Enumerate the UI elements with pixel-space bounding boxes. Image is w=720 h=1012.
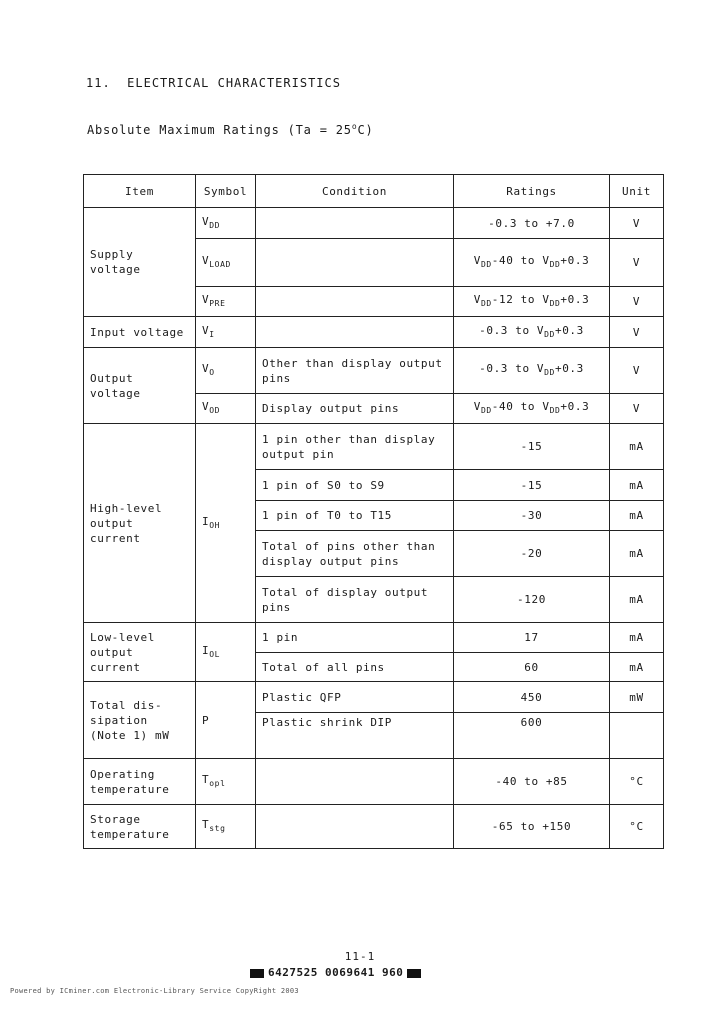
absolute-maximum-ratings-table bbox=[83, 174, 664, 849]
section-title: ELECTRICAL CHARACTERISTICS bbox=[127, 76, 341, 90]
rating-cell: $V_{DD}-40$ to $V_{DD}+0.3$ bbox=[454, 239, 610, 287]
footer-credit: Powered by ICminer.com Electronic-Library Service CopyRight 2003 bbox=[10, 987, 299, 995]
unit-cell: °C bbox=[610, 759, 664, 805]
header-ratings: Ratings bbox=[454, 175, 610, 208]
rating-cell: 450 bbox=[454, 682, 610, 713]
condition-cell: Total of pins other than display output pins bbox=[256, 531, 454, 577]
table-row bbox=[84, 424, 664, 470]
condition-cell bbox=[256, 317, 454, 348]
table-row bbox=[84, 682, 664, 713]
rating-cell: -120 bbox=[454, 577, 610, 623]
symbol-topr: $T_{opl}$ bbox=[196, 759, 256, 805]
rating-cell: -0.3 to $V_{DD}+0.3$ bbox=[454, 317, 610, 348]
unit-cell: mA bbox=[610, 623, 664, 653]
table-caption: Absolute Maximum Ratings $(Ta = 25^oC)$ bbox=[87, 122, 374, 137]
rating-cell: -30 bbox=[454, 501, 610, 531]
page-number: 11-1 bbox=[344, 950, 376, 963]
header-symbol: Symbol bbox=[196, 175, 256, 208]
symbol-vod: $V_{OD}$ bbox=[196, 394, 256, 424]
unit-cell: V bbox=[610, 287, 664, 317]
unit-cell: mA bbox=[610, 653, 664, 682]
header-unit: Unit bbox=[610, 175, 664, 208]
condition-cell: Total of display output pins bbox=[256, 577, 454, 623]
unit-cell bbox=[610, 713, 664, 759]
barcode-block-left bbox=[250, 969, 264, 978]
unit-cell: V bbox=[610, 348, 664, 394]
rating-cell: -40 to +85 bbox=[454, 759, 610, 805]
unit-cell: mA bbox=[610, 501, 664, 531]
header-item: Item bbox=[84, 175, 196, 208]
table-row bbox=[84, 623, 664, 653]
condition-cell bbox=[256, 239, 454, 287]
barcode-text: 6427525 0069641 960 bbox=[268, 966, 404, 979]
item-high-level-output-current: High-level output current bbox=[84, 424, 196, 623]
table-row bbox=[84, 759, 664, 805]
unit-cell: mW bbox=[610, 682, 664, 713]
unit-cell: V bbox=[610, 239, 664, 287]
condition-cell: 1 pin of T0 to T15 bbox=[256, 501, 454, 531]
unit-cell: °C bbox=[610, 805, 664, 849]
unit-cell: V bbox=[610, 394, 664, 424]
rating-cell: 17 bbox=[454, 623, 610, 653]
unit-cell: mA bbox=[610, 470, 664, 501]
rating-cell: $V_{DD}-40$ to $V_{DD}+0.3$ bbox=[454, 394, 610, 424]
barcode-block-right bbox=[407, 969, 421, 978]
rating-cell: -0.3 to +7.0 bbox=[454, 208, 610, 239]
rating-cell: -65 to +150 bbox=[454, 805, 610, 849]
table-row bbox=[84, 208, 664, 239]
barcode-line bbox=[246, 966, 425, 979]
section-number: 11. bbox=[86, 76, 111, 90]
condition-cell: 1 pin other than display output pin bbox=[256, 424, 454, 470]
symbol-vdd: $V_{DD}$ bbox=[196, 208, 256, 239]
table-row bbox=[84, 348, 664, 394]
rating-cell: $V_{DD}-12$ to $V_{DD}+0.3$ bbox=[454, 287, 610, 317]
item-operating-temperature: Operating temperature bbox=[84, 759, 196, 805]
table-row bbox=[84, 805, 664, 849]
unit-cell: V bbox=[610, 208, 664, 239]
symbol-vpre: $V_{PRE}$ bbox=[196, 287, 256, 317]
unit-cell: mA bbox=[610, 531, 664, 577]
condition-cell: 1 pin bbox=[256, 623, 454, 653]
item-supply-voltage: Supply voltage bbox=[84, 208, 196, 317]
symbol-tstg: $T_{stg}$ bbox=[196, 805, 256, 849]
condition-cell bbox=[256, 759, 454, 805]
rating-cell: -20 bbox=[454, 531, 610, 577]
item-output-voltage: Output voltage bbox=[84, 348, 196, 424]
symbol-iol: $I_{OL}$ bbox=[196, 623, 256, 682]
item-storage-temperature: Storage temperature bbox=[84, 805, 196, 849]
rating-cell: -15 bbox=[454, 470, 610, 501]
symbol-p: P bbox=[196, 682, 256, 759]
section-heading bbox=[86, 76, 341, 90]
item-total-dissipation: Total dis- sipation (Note 1) mW bbox=[84, 682, 196, 759]
condition-cell: Plastic shrink DIP bbox=[256, 713, 454, 759]
condition-cell bbox=[256, 805, 454, 849]
rating-cell: -0.3 to $V_{DD}+0.3$ bbox=[454, 348, 610, 394]
condition-cell bbox=[256, 208, 454, 239]
condition-cell: 1 pin of S0 to S9 bbox=[256, 470, 454, 501]
table-header-row bbox=[84, 175, 664, 208]
condition-cell: Display output pins bbox=[256, 394, 454, 424]
table-row bbox=[84, 317, 664, 348]
symbol-vo: $V_O$ bbox=[196, 348, 256, 394]
condition-cell bbox=[256, 287, 454, 317]
condition-cell: Total of all pins bbox=[256, 653, 454, 682]
unit-cell: mA bbox=[610, 424, 664, 470]
unit-cell: V bbox=[610, 317, 664, 348]
header-condition: Condition bbox=[256, 175, 454, 208]
condition-cell: Other than display output pins bbox=[256, 348, 454, 394]
symbol-ioh: $I_{OH}$ bbox=[196, 424, 256, 623]
rating-cell: 600 bbox=[454, 713, 610, 759]
item-low-level-output-current: Low-level output current bbox=[84, 623, 196, 682]
rating-cell: 60 bbox=[454, 653, 610, 682]
symbol-vi: $V_I$ bbox=[196, 317, 256, 348]
unit-cell: mA bbox=[610, 577, 664, 623]
item-input-voltage: Input voltage bbox=[84, 317, 196, 348]
symbol-vload: $V_{LOAD}$ bbox=[196, 239, 256, 287]
rating-cell: -15 bbox=[454, 424, 610, 470]
condition-cell: Plastic QFP bbox=[256, 682, 454, 713]
